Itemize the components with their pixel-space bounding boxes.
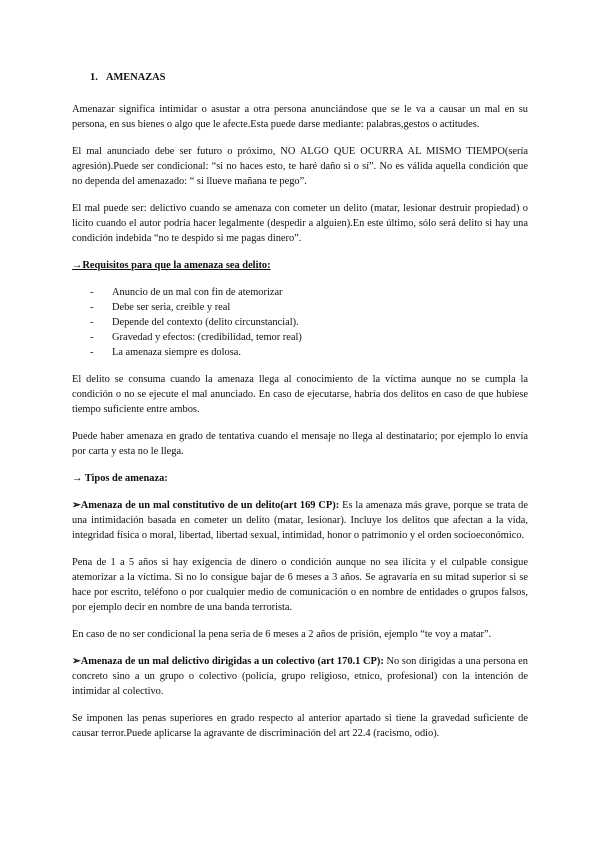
list-item: - La amenaza siempre es dolosa. [90,347,241,358]
tipos-label: → Tipos de amenaza: [72,473,168,484]
paragraph-tentativa: Puede haber amenaza en grado de tentativa cuando el mensaje no llega al destinatario; por ejemplo lo envía por carta y esta no le llega. [72,431,528,457]
paragraph-consumacion: El delito se consuma cuando la amenaza llega al conocimiento de la víctima aunque no se cumpla la condición o no se ejecute el mal anunciado. En caso de ejecutarse, habría dos delitos en caso de que hubiese tiempo suficiente entre ambos. [72,374,528,415]
list-item: - Gravedad y efectos: (credibilidad, temor real) [90,332,302,343]
paragraph-future-harm: El mal anunciado debe ser futuro o próximo, NO ALGO QUE OCURRA AL MISMO TIEMPO(sería agresión).Puede ser condicional: “si no haces esto, te haré daño si o sí”. No es válida aquella condición que no dependa del amenazado: “ si llueve mañana te pego”. [72,146,528,187]
tipo1-paragraph [72,498,528,543]
list-item: - Anuncio de un mal con fin de atemorizar [90,287,283,298]
document-body [72,70,528,753]
tipo1-pena: Pena de 1 a 5 años si hay exigencia de dinero o condición aunque no sea ilícita y el culpable consigue atemorizar a la víctima. Si no lo consigue bajar de 6 meses a 3 años. Se agravaría en su mitad superior si se hace por escrito, teléfono o por cualquier medio de comunicación o en nombre de entidades o grupos falsos, por ejemplo decir en nombre de una banda terrorista. [72,557,528,613]
tipo2-text: No son dirigidas a una persona en concreto sino a un grupo o colectivo (policía, grupo religioso, etnico, profesional) con la intención de intimidar al colectivo. [72,656,528,697]
tipo1-title: ➢Amenaza de un mal constitutivo de un delito(art 169 CP): [72,500,340,511]
heading-title: AMENAZAS [106,72,166,83]
list-item: - Depende del contexto (delito circunstancial). [90,317,299,328]
tipo2-paragraph [72,654,528,699]
list-item: - Debe ser seria, creíble y real [90,302,231,313]
tipo1-no-condicional: En caso de no ser condicional la pena sería de 6 meses a 2 años de prisión, ejemplo “te voy a matar”. [72,629,492,640]
tipo2-title: ➢Amenaza de un mal delictivo dirigidas a un colectivo (art 170.1 CP): [72,656,384,667]
requisitos-list [72,285,528,360]
paragraph-harm-types: El mal puede ser: delictivo cuando se amenaza con cometer un delito (matar, lesionar destruir propiedad) o licito cuando el autor podría hacer legalmente (despedir a alguien).En este último, sólo será delito si hay una condición indebida “no te despido si me pagas dinero”. [72,203,528,244]
heading-number: 1. [90,72,98,83]
tipo1-text: Es la amenaza más grave, porque se trata de una intimidación basada en cometer un delito (matar, lesionar). Incluye los delitos que afectan a la vida, integridad física o moral, libertad, libertad sexual, intimidad, honor o patrimonio y el orden socioeconómico. [72,500,528,541]
requisitos-label: →Requisitos para que la amenaza sea delito: [72,260,271,271]
section-heading [90,70,528,85]
paragraph-definition: Amenazar significa intimidar o asustar a otra persona anunciándose que se le va a causar un mal en su persona, en sus bienes o algo que le afecte.Esta puede darse mediante: palabras,gestos o actitudes. [72,104,528,130]
tipo2-pena: Se imponen las penas superiores en grado respecto al anterior apartado si tiene la gravedad suficiente de causar terror.Puede aplicarse la agravante de discriminación del art 22.4 (racismo, odio). [72,713,528,739]
